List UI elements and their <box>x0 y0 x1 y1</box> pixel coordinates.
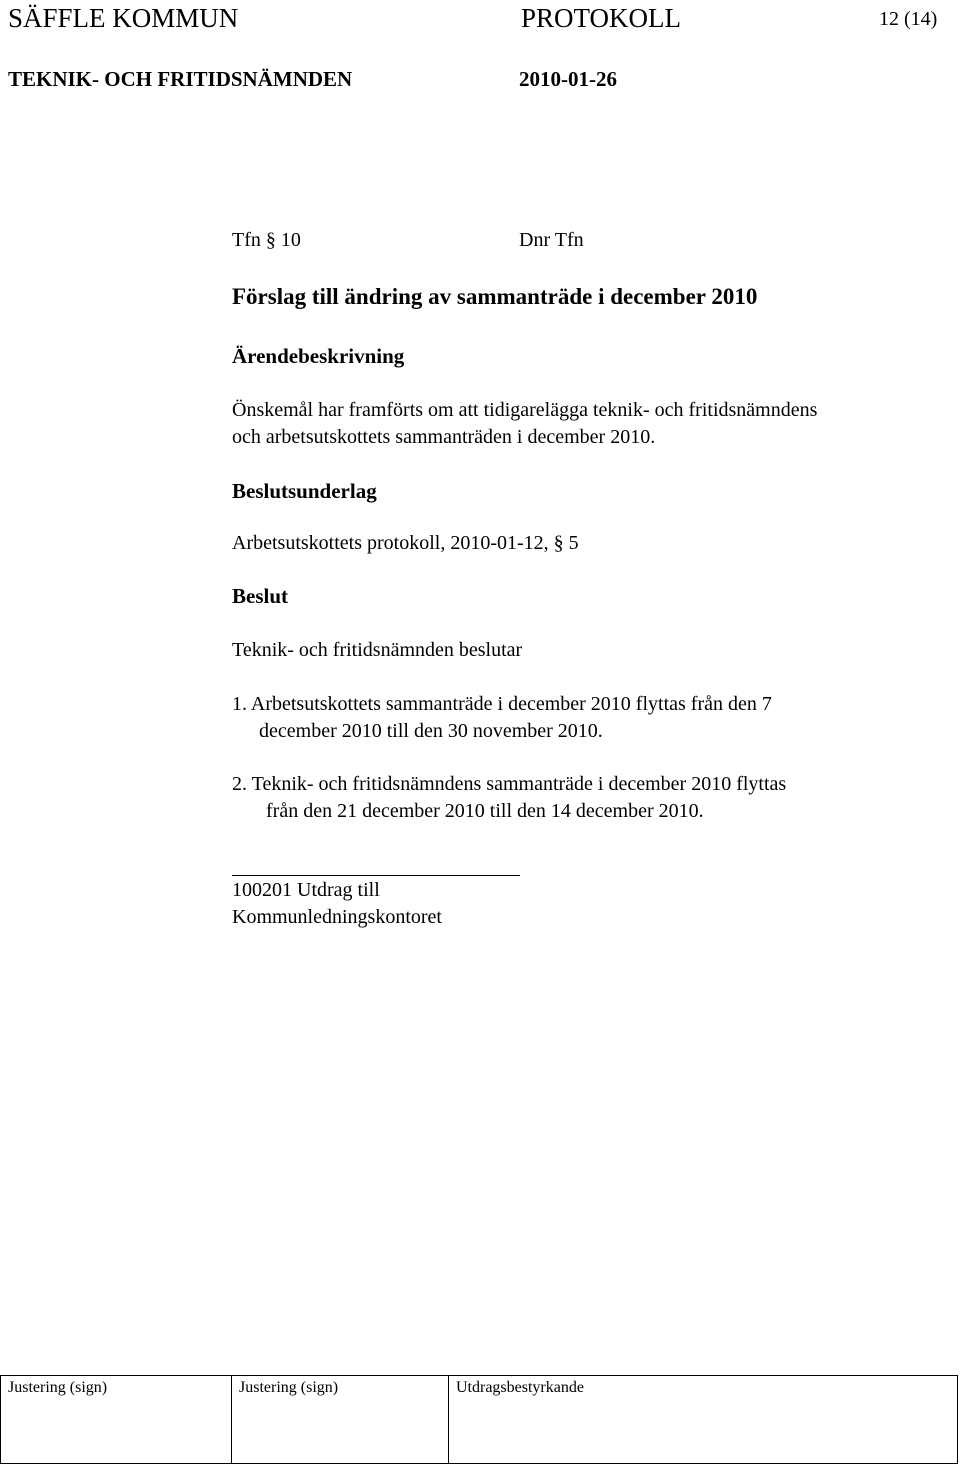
distribution-divider <box>232 875 520 876</box>
case-title: Förslag till ändring av sammanträde i december 2010 <box>232 284 758 309</box>
board-name: TEKNIK- OCH FRITIDSNÄMNDEN <box>8 67 353 91</box>
signature-label-3: Utdragsbestyrkande <box>456 1379 584 1396</box>
description-line-1: Önskemål har framförts om att tidigarelägga teknik- och fritidsnämndens <box>232 399 818 421</box>
signature-cell-1 <box>1 1376 232 1464</box>
signature-label-1: Justering (sign) <box>8 1379 108 1396</box>
decision-item-2-line-2: från den 21 december 2010 till den 14 december 2010. <box>266 800 704 822</box>
signature-cell-3 <box>449 1376 958 1464</box>
decision-intro: Teknik- och fritidsnämnden beslutar <box>232 639 523 661</box>
case-number: Tfn § 10 <box>232 229 301 251</box>
decision-heading: Beslut <box>232 584 289 608</box>
signature-table <box>0 1375 958 1464</box>
document-type: PROTOKOLL <box>521 3 682 33</box>
page-number: 12 (14) <box>879 8 938 30</box>
meeting-date: 2010-01-26 <box>519 67 617 91</box>
basis-text: Arbetsutskottets protokoll, 2010-01-12, § 5 <box>232 532 579 554</box>
description-heading: Ärendebeskrivning <box>232 344 405 368</box>
org-name: SÄFFLE KOMMUN <box>8 3 239 33</box>
distribution-line-2: Kommunledningskontoret <box>232 906 442 928</box>
distribution-line-1: 100201 Utdrag till <box>232 879 380 901</box>
decision-item-1-line-1: 1. Arbetsutskottets sammanträde i december 2010 flyttas från den 7 <box>232 693 772 715</box>
signature-cell-2 <box>232 1376 449 1464</box>
decision-item-1-line-2: december 2010 till den 30 november 2010. <box>259 720 603 742</box>
case-dnr: Dnr Tfn <box>519 229 584 251</box>
description-line-2: och arbetsutskottets sammanträden i december 2010. <box>232 426 656 448</box>
signature-label-2: Justering (sign) <box>239 1379 339 1396</box>
basis-heading: Beslutsunderlag <box>232 479 377 503</box>
decision-item-2-line-1: 2. Teknik- och fritidsnämndens sammanträde i december 2010 flyttas <box>232 773 787 795</box>
